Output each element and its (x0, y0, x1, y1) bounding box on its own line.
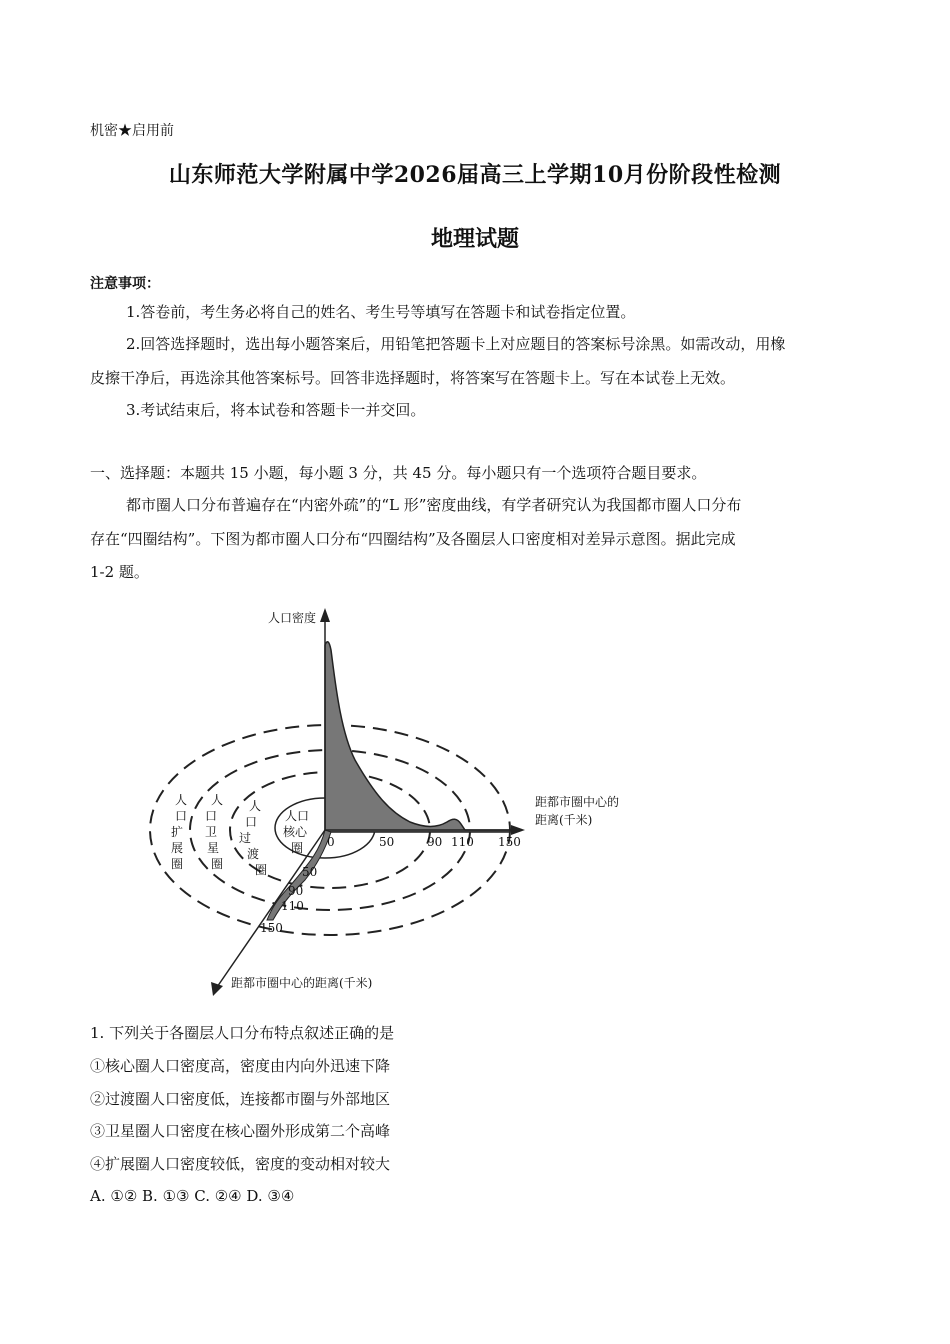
statement-2: ②过渡圈人口密度低，连接都市圈与外部地区 (90, 1090, 391, 1108)
y-axis-arrow (320, 608, 330, 622)
diag-tick-110: 110 (281, 899, 304, 913)
diag-tick-150: 150 (260, 921, 283, 935)
ring-label-core: 人口 核心 圈 (283, 809, 310, 855)
section-heading: 一、选择题：本题共 15 小题，每小题 3 分，共 45 分。每小题只有一个选项符合题目要求。 (90, 464, 707, 482)
diag-tick-50: 50 (302, 865, 318, 879)
density-curve (325, 642, 510, 832)
diag-tick-90: 90 (288, 884, 304, 898)
x-tick-110: 110 (451, 835, 474, 849)
diag-axis (215, 830, 325, 990)
notice-item-1: 1.答卷前，考生务必将自己的姓名、考生号等填写在答题卡和试卷指定位置。 (126, 303, 636, 321)
x-tick-0: 0 (327, 835, 335, 849)
notice-item-2-cont: 皮擦干净后，再选涂其他答案标号。回答非选择题时，将答案写在答题卡上。写在本试卷上无效。 (90, 369, 736, 387)
diag-axis-arrow (211, 982, 223, 996)
intro-line-1: 都市圈人口分布普遍存在“内密外疏”的“L 形”密度曲线，有学者研究认为我国都市圈人口分布 (126, 496, 742, 514)
statement-1: ①核心圈人口密度高，密度由内向外迅速下降 (90, 1057, 391, 1075)
secret-mark: 机密★启用前 (90, 123, 174, 139)
notice-item-2: 2.回答选择题时，选出每小题答案后，用铅笔把答题卡上对应题目的答案标号涂黑。如需改动，用橡 (126, 335, 786, 353)
x-tick-90: 90 (427, 835, 443, 849)
intro-line-2: 存在“四圈结构”。下图为都市圈人口分布“四圈结构”及各圈层人口密度相对差异示意图。据此完成 (90, 530, 736, 548)
x-axis-label-2: 距离(千米) (535, 813, 593, 827)
ring-label-satellite: 人 口 卫 星 圈 (205, 793, 224, 871)
x-axis-label-1: 距都市圈中心的 (535, 795, 620, 809)
notice-heading: 注意事项： (90, 276, 160, 292)
statement-4: ④扩展圈人口密度较低，密度的变动相对较大 (90, 1155, 391, 1173)
notice-item-3: 3.考试结束后，将本试卷和答题卡一并交回。 (126, 401, 426, 419)
ring-label-transition: 人 口 过 渡 圈 (239, 799, 268, 877)
statement-3: ③卫星圈人口密度在核心圈外形成第二个高峰 (90, 1122, 391, 1140)
diag-axis-label: 距都市圈中心的距离(千米) (231, 976, 373, 990)
answer-options: A. ①② B. ①③ C. ②④ D. ③④ (90, 1187, 295, 1205)
question-1-stem: 1. 下列关于各圈层人口分布特点叙述正确的是 (90, 1024, 395, 1042)
population-ring-diagram (135, 600, 645, 1000)
exam-title: 山东师范大学附属中学2026届高三上学期10月份阶段性检测 (168, 162, 782, 188)
y-axis-label: 人口密度 (268, 611, 317, 625)
x-axis-arrow (511, 825, 525, 835)
subject-title: 地理试题 (430, 226, 519, 252)
x-tick-150: 150 (498, 835, 521, 849)
x-tick-50: 50 (379, 835, 395, 849)
ring-label-expansion: 人 口 扩 展 圈 (171, 793, 188, 871)
intro-line-3: 1-2 题。 (90, 563, 149, 581)
